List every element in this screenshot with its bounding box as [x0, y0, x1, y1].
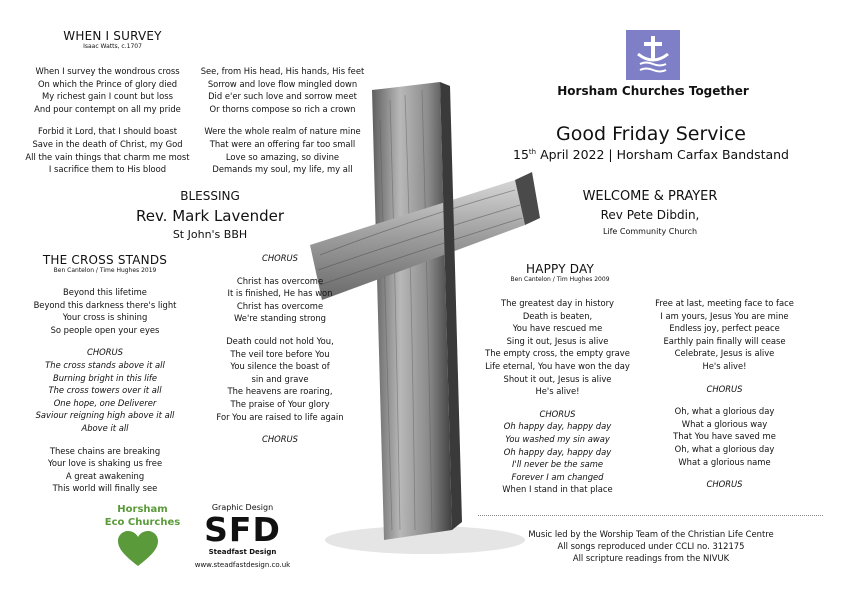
lyric-line: Death could not hold You, — [226, 335, 334, 346]
lyric-line: sin and grave — [251, 373, 309, 384]
lyric-line: The heavens are roaring, — [227, 386, 333, 397]
lyric-line: Sing it out, Jesus is alive — [506, 335, 609, 346]
lyric-line: Oh happy day, happy day — [503, 421, 612, 432]
lyric-line: Above it all — [81, 422, 129, 433]
welcome-church: Life Community Church — [602, 227, 698, 236]
lyric-line: You have rescued me — [512, 323, 603, 334]
lyric-line: See, from His head, His hands, His feet — [200, 66, 365, 76]
lyric-line: Demands my soul, my life, my all — [212, 164, 353, 175]
chorus-label: CHORUS — [706, 479, 743, 490]
lyric-line: When I survey the wondrous cross — [35, 66, 180, 76]
lyric-line: Christ has overcome — [236, 300, 324, 311]
date-rest: April 2022 | Horsham Carfax Bandstand — [536, 147, 789, 162]
lyric-line: The empty cross, the empty grave — [485, 348, 630, 359]
chorus-label: CHORUS — [539, 408, 576, 419]
lyric-line: Celebrate, Jesus is alive — [674, 348, 775, 359]
lyric-line: Forbid it Lord, that I should boast — [38, 126, 177, 137]
welcome-heading: WELCOME & PRAYER — [582, 189, 718, 204]
lyric-line: Forever I am changed — [511, 471, 604, 482]
dove-cross-icon — [626, 30, 680, 80]
horsham-churches-together-logo — [626, 30, 680, 80]
dotted-divider — [478, 515, 823, 516]
cross-stands-lyrics-column-1 — [15, 286, 195, 495]
lyric-line: I am yours, Jesus You are mine — [660, 310, 789, 321]
lyric-line: Oh, what a glorious day — [674, 443, 775, 454]
lyric-line: Saviour reigning high above it all — [35, 410, 175, 421]
eco-logo-line-2: Eco Churches — [104, 517, 181, 528]
lyric-line: And pour contempt on all my pride — [34, 103, 181, 114]
lyric-line: You silence the boast of — [230, 361, 330, 372]
lyric-line: You washed my sin away — [505, 433, 610, 444]
lyric-line: We're standing strong — [234, 313, 326, 324]
lyric-line: He's alive! — [535, 386, 580, 397]
service-date-location — [480, 147, 822, 162]
lyric-line: Did e'er such love and sorrow meet — [208, 91, 357, 102]
survey-lyrics-column-1 — [20, 65, 195, 176]
lyric-line: Oh, what a glorious day — [674, 406, 775, 417]
lyric-line: Love so amazing, so divine — [225, 151, 340, 162]
lyric-line: Endless joy, perfect peace — [669, 323, 780, 334]
lyric-line: The veil tore before You — [230, 348, 330, 359]
date-day: 15 — [513, 147, 529, 162]
lyric-line: The cross towers over it all — [48, 385, 162, 396]
welcome-minister-name: Rev Pete Dibdin, — [600, 208, 700, 222]
eco-logo-line-1: Horsham — [117, 504, 168, 515]
lyric-line: Your cross is shining — [62, 312, 148, 323]
lyric-line: The greatest day in history — [500, 298, 614, 308]
footer-notes — [480, 528, 822, 564]
song-title-cross-stands: THE CROSS STANDS — [42, 253, 168, 267]
cross-stands-lyrics-column-2 — [200, 252, 360, 446]
steadfast-design-name: Steadfast Design — [208, 548, 277, 556]
date-suffix: th — [528, 147, 537, 156]
lyric-line: Shout it out, Jesus is alive — [503, 373, 612, 384]
footer-line: All songs reproduced under CCLI no. 312175 — [557, 541, 745, 551]
lyric-line: Burning bright in this life — [52, 372, 158, 383]
lyric-line: On which the Prince of glory died — [37, 78, 178, 89]
song-title-when-i-survey: WHEN I SURVEY — [63, 29, 162, 43]
lyric-line: Beyond this darkness there's light — [33, 299, 177, 310]
lyric-line: He's alive! — [702, 360, 747, 371]
graphic-design-label: Graphic Design — [211, 503, 274, 512]
chorus-label: CHORUS — [261, 253, 298, 263]
horsham-churches-together-caption: Horsham Churches Together — [557, 84, 749, 98]
lyric-line: Christ has overcome — [236, 275, 324, 286]
lyric-line: What a glorious way — [681, 418, 768, 429]
lyric-line: This world will finally see — [52, 483, 158, 494]
survey-lyrics-column-2 — [195, 65, 370, 176]
blessing-heading: BLESSING — [180, 189, 240, 203]
lyric-line: Death is beaten, — [522, 310, 593, 321]
song-title-happy-day: HAPPY DAY — [525, 262, 595, 276]
lyric-line: That were an offering far too small — [209, 138, 356, 149]
lyric-line: For You are raised to life again — [216, 411, 344, 422]
footer-line: Music led by the Worship Team of the Christian Life Centre — [528, 529, 774, 539]
lyric-line: The cross stands above it all — [45, 359, 165, 370]
lyric-line: All the vain things that charm me most — [25, 151, 190, 162]
lyric-line: Or thorns compose so rich a crown — [209, 103, 356, 114]
song-credit-happy-day: Ben Cantelon / Tim Hughes 2009 — [510, 276, 610, 283]
blessing-minister-name: Rev. Mark Lavender — [135, 207, 285, 225]
lyric-line: Save in the death of Christ, my God — [32, 138, 183, 149]
lyric-line: These chains are breaking — [49, 445, 161, 456]
designer-website: www.steadfastdesign.co.uk — [194, 561, 291, 569]
lyric-line: Free at last, meeting face to face — [655, 298, 794, 308]
lyric-line: Oh happy day, happy day — [503, 446, 612, 457]
lyric-line: So people open your eyes — [50, 324, 160, 335]
heart-icon — [117, 530, 159, 568]
lyric-line: It is finished, He has won — [227, 288, 333, 299]
song-credit-when-i-survey: Isaac Watts, c.1707 — [83, 43, 142, 50]
lyric-line: Beyond this lifetime — [63, 287, 147, 297]
happy-day-lyrics-column-2 — [632, 297, 817, 491]
lyric-line: My richest gain I count but loss — [42, 91, 173, 102]
sfd-logo: SFD — [204, 510, 281, 549]
lyric-line: What a glorious name — [678, 456, 771, 467]
lyric-line: Were the whole realm of nature mine — [204, 126, 361, 137]
lyric-line: I'll never be the same — [511, 459, 604, 470]
lyric-line: Earthly pain finally will cease — [663, 335, 786, 346]
lyric-line: I sacrifice them to His blood — [48, 164, 167, 175]
eco-churches-logo — [90, 503, 195, 529]
lyric-line: Sorrow and love flow mingled down — [207, 78, 358, 89]
lyric-line: A great awakening — [65, 470, 145, 481]
lyric-line: One hope, one Deliverer — [53, 397, 157, 408]
happy-day-lyrics-column-1 — [470, 297, 645, 496]
service-title: Good Friday Service — [556, 123, 746, 145]
lyric-line: Life eternal, You have won the day — [485, 360, 630, 371]
lyric-line: When I stand in that place — [502, 484, 613, 495]
footer-line: All scripture readings from the NIVUK — [572, 553, 730, 563]
chorus-label: CHORUS — [86, 347, 123, 358]
lyric-line: That You have saved me — [673, 431, 776, 442]
lyric-line: The praise of Your glory — [230, 398, 330, 409]
song-credit-cross-stands: Ben Cantelon / Time Hughes 2019 — [53, 267, 157, 274]
chorus-label: CHORUS — [706, 383, 743, 394]
lyric-line: Your love is shaking us free — [47, 458, 163, 469]
blessing-church: St John's BBH — [172, 228, 248, 241]
chorus-label: CHORUS — [261, 434, 298, 445]
